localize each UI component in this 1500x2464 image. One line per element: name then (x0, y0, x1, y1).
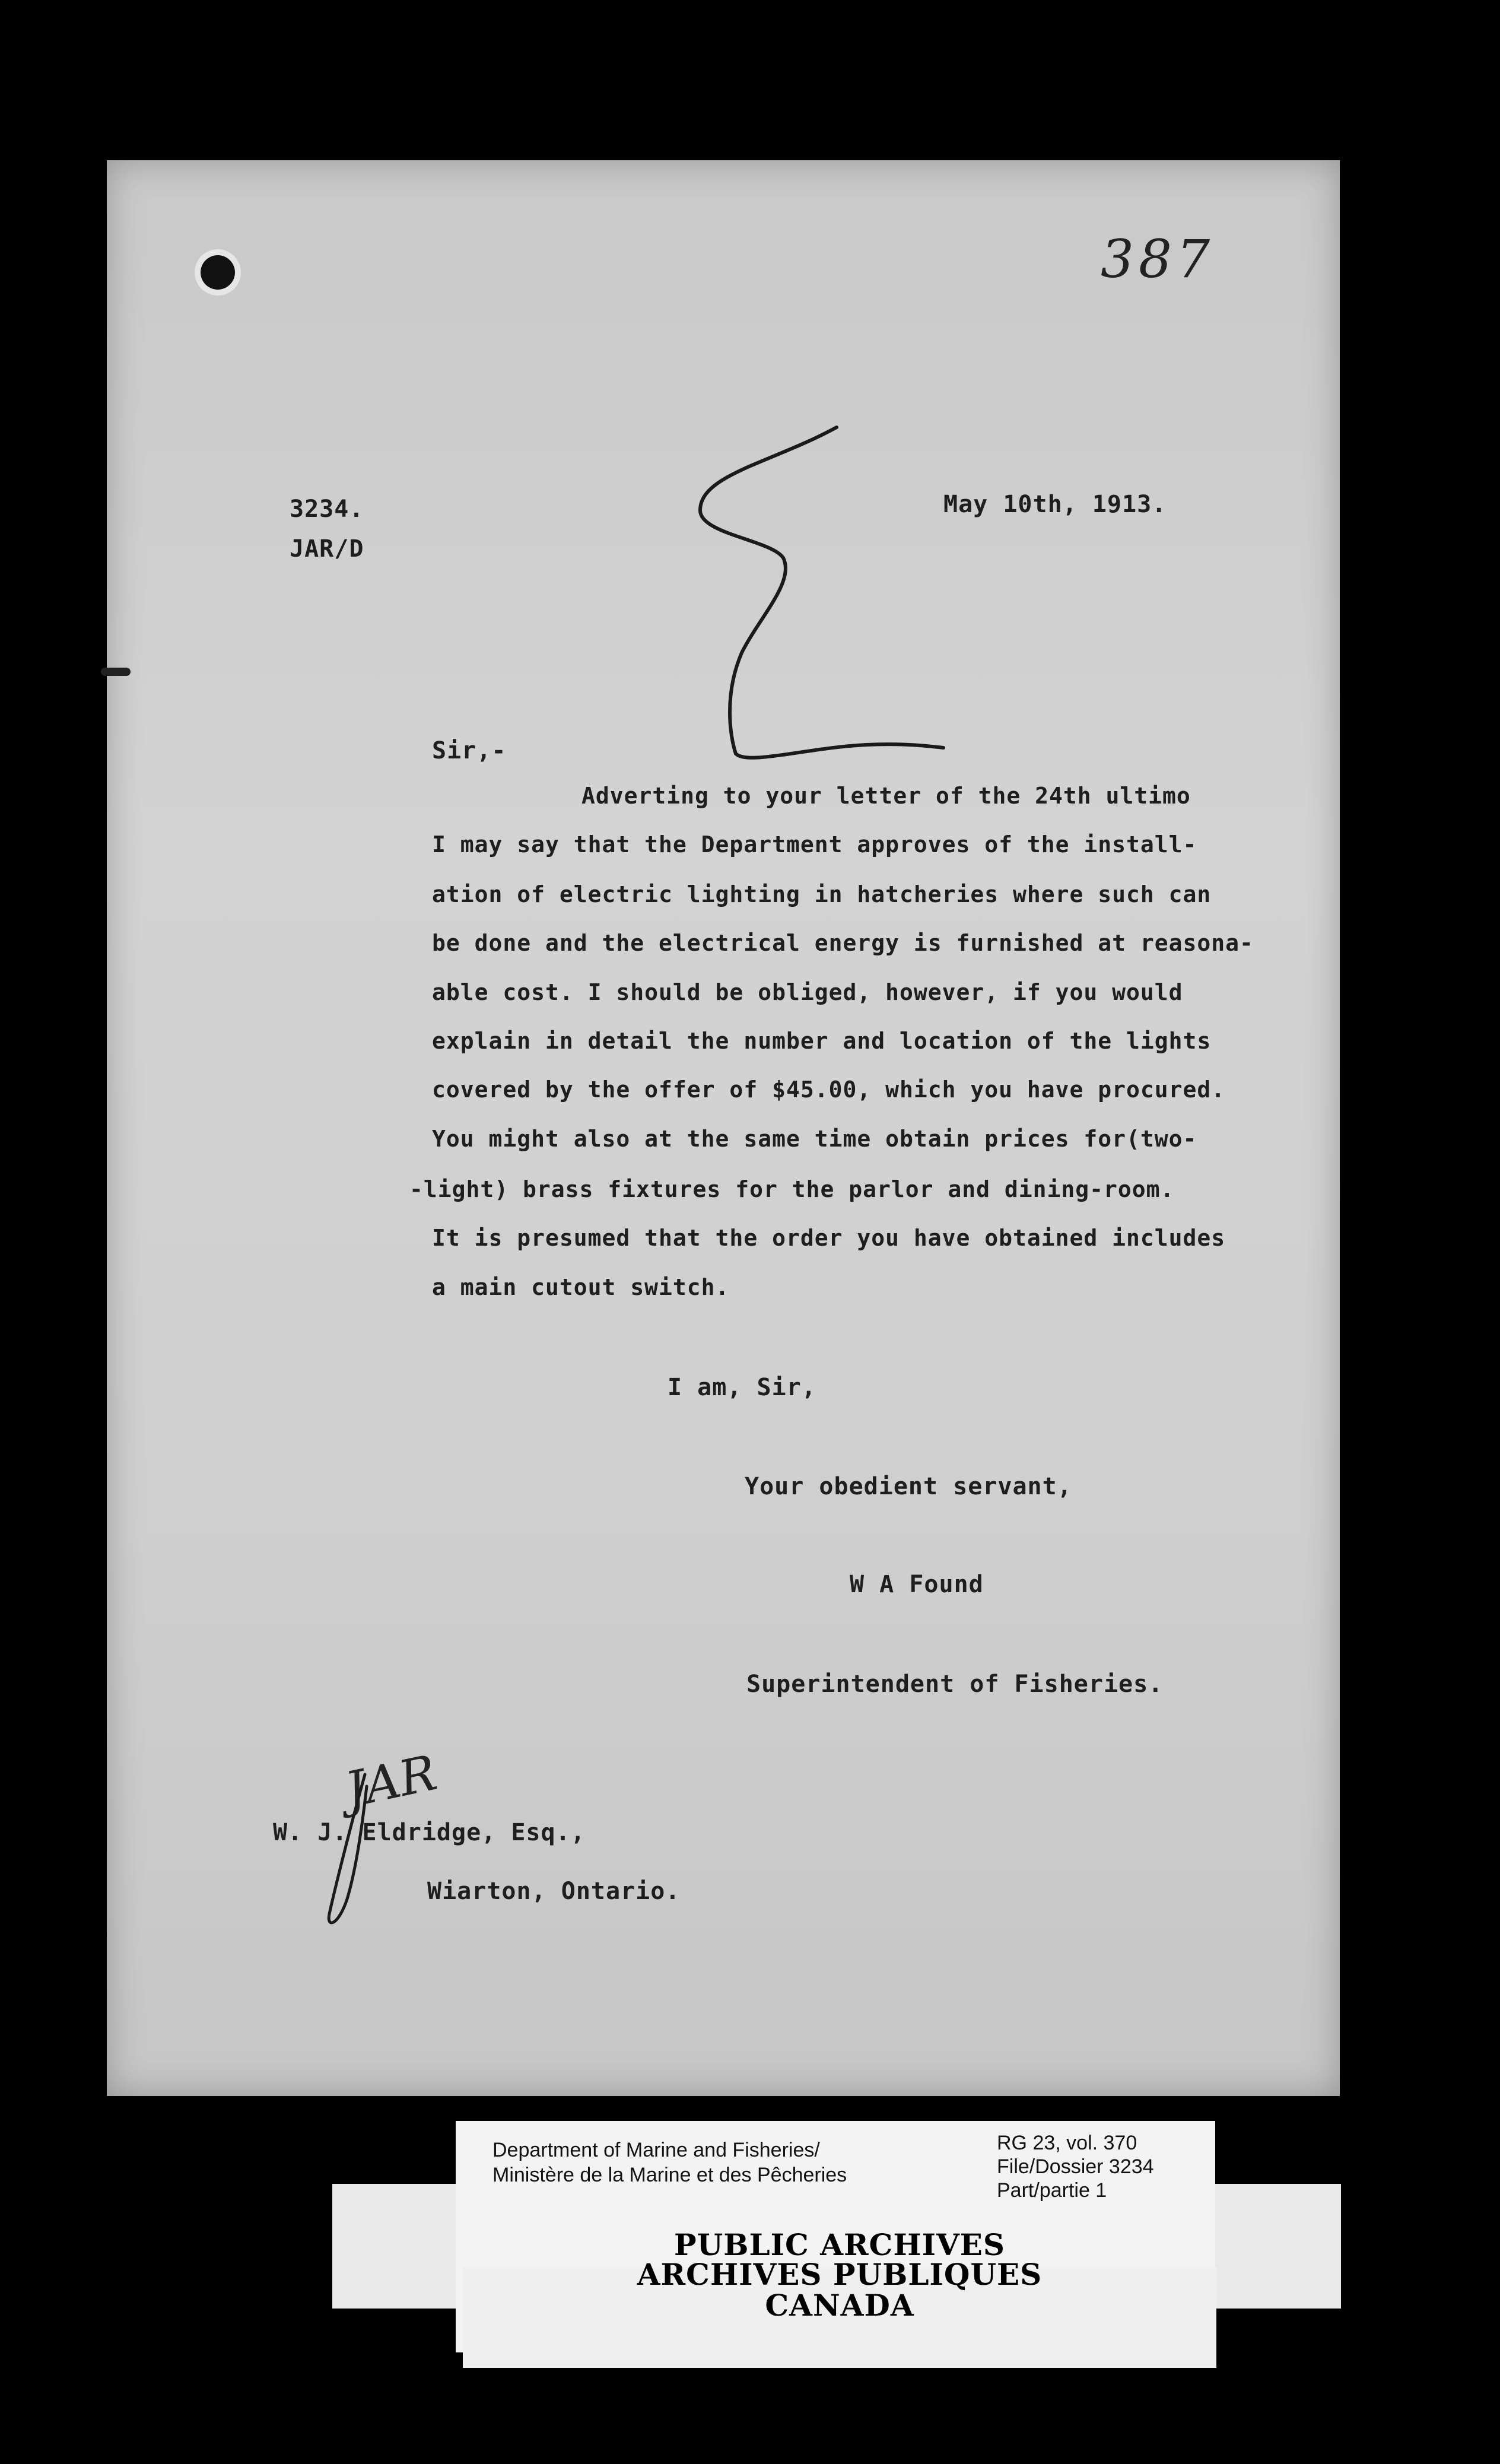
label-part: Part/partie 1 (997, 2179, 1107, 2202)
body-line: ation of electric lighting in hatcheries where such can (432, 881, 1212, 907)
body-line: able cost. I should be obliged, however, if you would (432, 979, 1183, 1005)
body-line: It is presumed that the order you have obtained includes (432, 1225, 1226, 1251)
closing-line: Your obedient servant, (745, 1473, 1072, 1500)
salutation: Sir,- (432, 737, 507, 764)
body-line: a main cutout switch. (432, 1274, 730, 1300)
label-dept-fr: Ministère de la Marine et des Pêcheries (492, 2164, 847, 2186)
body-line: -light) brass fixtures for the parlor and dining-room. (409, 1176, 1175, 1202)
page-number: 387 (1101, 228, 1215, 290)
body-line: You might also at the same time obtain prices for(two- (432, 1126, 1197, 1152)
body-line: I may say that the Department approves of the install- (432, 831, 1197, 858)
file-number: 3234. (290, 496, 364, 523)
recipient-name: W. J. Eldridge, Esq., (273, 1819, 586, 1846)
stamp-line: PUBLIC ARCHIVES (674, 2227, 1005, 2262)
body-line: covered by the offer of $45.00, which you have procured. (432, 1077, 1226, 1103)
signer-title: Superintendent of Fisheries. (746, 1671, 1164, 1698)
body-line: explain in detail the number and location of the lights (432, 1028, 1212, 1054)
label-file: File/Dossier 3234 (997, 2155, 1154, 2178)
handwritten-initials: JAR (340, 1745, 442, 1819)
stamp-line: ARCHIVES PUBLIQUES (637, 2257, 1043, 2292)
initials-reference: JAR/D (290, 535, 364, 563)
body-line: Adverting to your letter of the 24th ultimo (581, 783, 1191, 809)
letter-date: May 10th, 1913. (943, 491, 1167, 518)
label-rg: RG 23, vol. 370 (997, 2132, 1137, 2154)
closing-line: I am, Sir, (668, 1374, 816, 1401)
stamp-line: CANADA (765, 2288, 914, 2323)
body-line: be done and the electrical energy is furnished at reasona- (432, 930, 1254, 956)
label-dept-en: Department of Marine and Fisheries/ (492, 2139, 820, 2161)
archive-stamp (463, 2227, 1216, 2368)
recipient-place: Wiarton, Ontario. (427, 1878, 681, 1905)
signer-name: W A Found (850, 1571, 984, 1598)
